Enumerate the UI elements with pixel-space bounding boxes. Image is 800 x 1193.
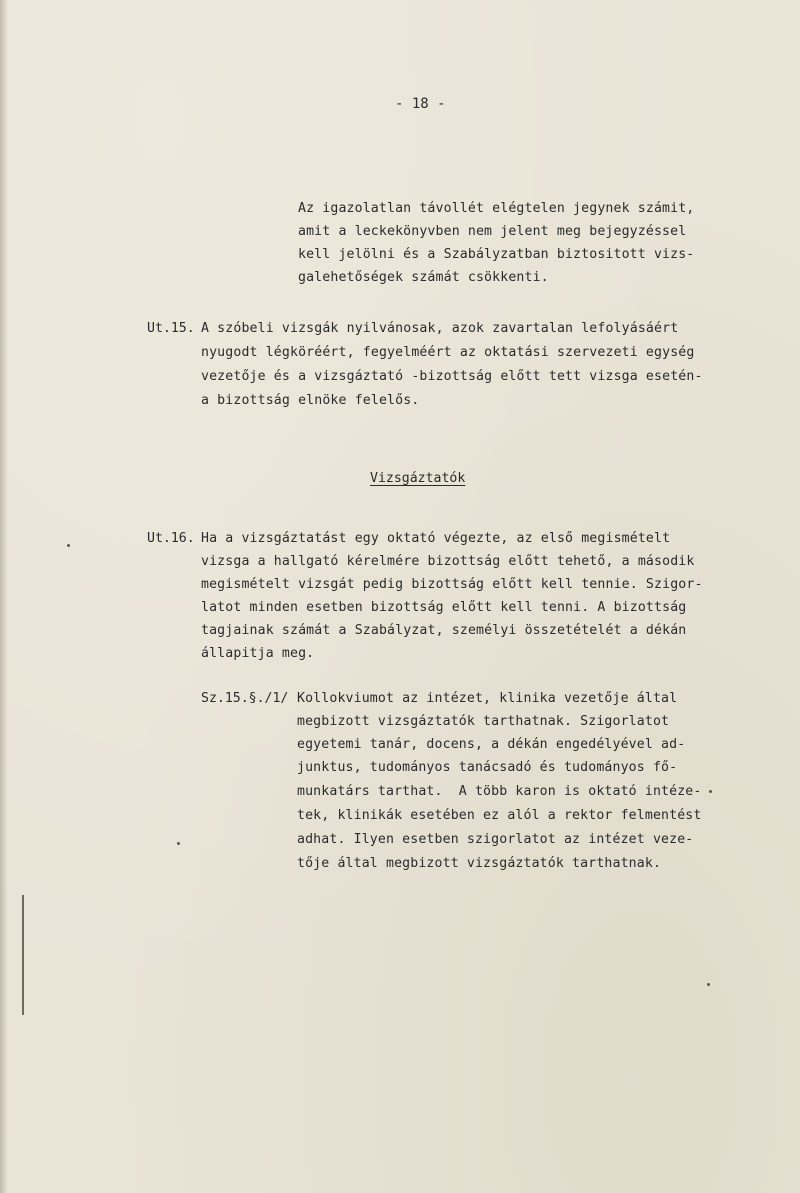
- text-line: megbizott vizsgáztatók tarthatnak. Szigorlatot: [297, 714, 670, 729]
- margin-mark: [22, 895, 24, 1015]
- text-line: Kollokviumot az intézet, klinika vezetője által: [297, 691, 678, 706]
- section-reference: Ut.16.: [147, 531, 195, 546]
- section-reference: Ut.15.: [147, 321, 195, 336]
- text-line: latot minden esetben bizottság előtt kell tenni. A bizottság: [201, 600, 687, 615]
- section-reference: Sz.15.§./1/: [201, 691, 289, 706]
- text-line: Ha a vizsgáztatást egy oktató végezte, az első megismételt: [201, 531, 671, 546]
- text-line: Az igazolatlan távollét elégtelen jegynek számit,: [298, 201, 695, 216]
- text-line: állapitja meg.: [201, 646, 315, 661]
- text-line: tője által megbizott vizsgáztatók tarthatnak.: [297, 856, 662, 871]
- page-number: - 18 -: [395, 96, 446, 112]
- text-line: tagjainak számát a Szabályzat, személyi összetételét a dékán: [201, 623, 687, 638]
- ink-speck: [709, 790, 712, 793]
- text-line: A szóbeli vizsgák nyilvánosak, azok zavartalan lefolyásáért: [201, 321, 679, 336]
- text-line: tek, klinikák esetében ez alól a rektor felmentést: [297, 808, 702, 823]
- text-line: galehetőségek számát csökkenti.: [298, 270, 549, 285]
- ink-speck: [707, 983, 710, 986]
- page-edge-shadow: [0, 0, 8, 1193]
- text-line: vezetője és a vizsgáztató -bizottság előtt tett vizsga esetén-: [201, 369, 703, 384]
- text-line: megismételt vizsgát pedig bizottság előtt kell tennie. Szigor-: [201, 577, 703, 592]
- text-line: a bizottság elnöke felelős.: [201, 393, 420, 408]
- section-heading: Vizsgáztatók: [370, 471, 466, 486]
- text-line: kell jelölni és a Szabályzatban biztositott vizs-: [298, 247, 695, 262]
- text-line: junktus, tudományos tanácsadó és tudományos fő-: [297, 760, 678, 775]
- text-line: vizsga a hallgató kérelmére bizottság előtt tehető, a második: [201, 554, 695, 569]
- ink-speck: [67, 544, 70, 547]
- text-line: egyetemi tanár, docens, a dékán engedélyével ad-: [297, 737, 686, 752]
- ink-speck: [177, 842, 180, 845]
- text-line: nyugodt légköréért, fegyelméért az oktatási szervezeti egység: [201, 345, 695, 360]
- text-line: amit a leckekönyvben nem jelent meg bejegyzéssel: [298, 224, 687, 239]
- text-line: adhat. Ilyen esetben szigorlatot az intézet veze-: [297, 832, 694, 847]
- text-line: munkatárs tarthat. A több karon is oktató intéze-: [297, 784, 702, 799]
